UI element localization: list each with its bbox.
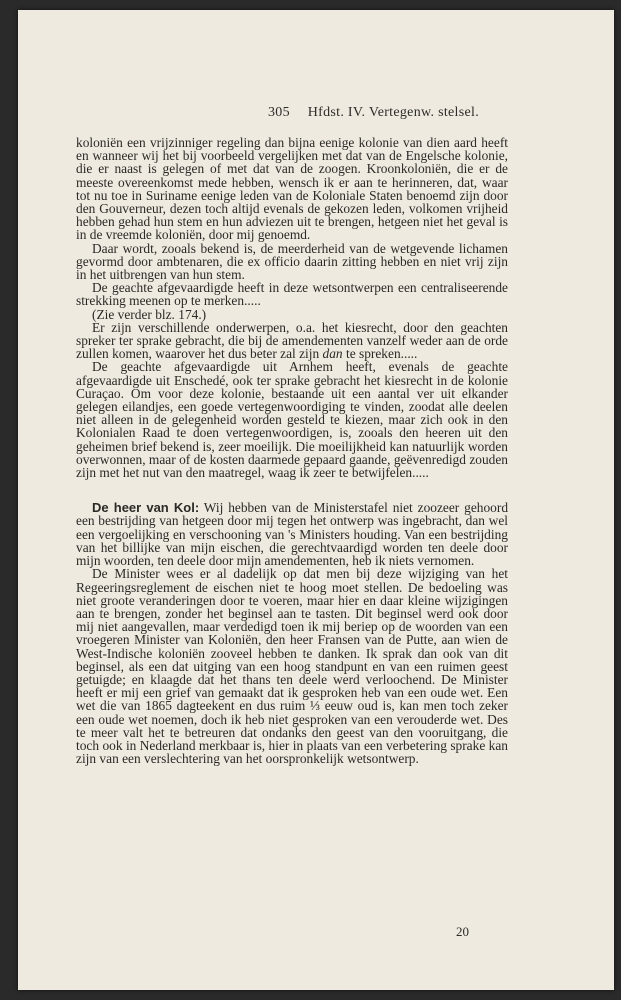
- paragraph-5: [76, 321, 508, 361]
- text-body: [76, 136, 508, 765]
- italic-dan: dan: [322, 346, 343, 362]
- paragraph-6: De geachte afgevaardigde uit Arnhem heeft, evenals de geachte afgevaardigde uit Enschedé, ook ter sprake gebracht het kiesrecht in de kolonie Curaçao. Om voor deze kolonie, bestaande uit een aantal ver uit elkander gelegen eilandjes, een goede vertegenwoordiging te vinden, zoodat alle deelen niet alleen in de gelegenheid worden gesteld te kiezen, maar zich ook in den Kolonialen Raad te doen vertegenwoordigen, is, zooals den heeren uit den geheimen brief bekend is, zeer moeilijk. Die moeilijkheid kan natuurlijk worden overwonnen, maar of de kosten daarmede gepaard gaande, geëvenredigd zouden zijn met het nut van den maatregel, waag ik zeer te betwijfelen.....: [76, 359, 508, 481]
- paragraph-7-text: Wij hebben van de Ministerstafel niet zoozeer gehoord een bestrijding van hetgeen door mij tegen het ontwerp was ingebracht, dan wel een vergoelijking en verschooning van 's Ministers houding. Van een bestrijding van het billijke van mijn eischen, die gerechtvaardigd worden ten deele door mijn woorden, ten deele door mijn amendementen, heb ik niets vernomen.: [76, 500, 509, 569]
- paragraph-7: [76, 501, 508, 567]
- paragraph-5-text: Er zijn verschillende onderwerpen, o.a. het kiesrecht, door den geachten spreker ter sprake gebracht, die bij de amendementen vanzelf weder aan de orde zullen komen, waarover het dus beter zal zijn: [76, 319, 508, 362]
- paragraph-2: Daar wordt, zooals bekend is, de meerderheid van de wetgevende lichamen gevormd door ambtenaren, die ex officio daarin zitting hebben en niet vrij zijn in het uitbrengen van hun stem.: [76, 240, 508, 283]
- section-gap: [76, 479, 508, 501]
- page-number: 305: [268, 105, 290, 120]
- speaker-name: De heer van Kol:: [92, 500, 200, 516]
- running-title: Hfdst. IV. Vertegenw. stelsel.: [307, 105, 479, 120]
- running-header: [268, 105, 528, 121]
- book-page: [18, 10, 614, 990]
- paragraph-1: koloniën een vrijzinniger regeling dan bijna eenige kolonie van dien aard heeft en wanneer wij het bij voorbeeld vergelijken met dat van de Engelsche kolonie, die er naast is gelegen of met dat van de zoogen. Kroonkoloniën, die er de meeste overeenkomst mede hebben, wensch ik er aan te herinneren, dat, waar tot nu toe in Suriname eenige leden van de Koloniale Staten benoemd zijn door den Gouverneur, dezen toch altijd evenals de gekozen leden, volkomen vrijheid hebben gehad hun stem en hun adviezen uit te brengen, hetgeen niet het geval is in de vreemde koloniën, door mij genoemd.: [76, 135, 508, 243]
- paragraph-4: (Zie verder blz. 174.): [92, 306, 207, 322]
- signature-mark: 20: [456, 924, 469, 939]
- paragraph-8: De Minister wees er al dadelijk op dat men bij deze wijziging van het Regeeringsreglement de eischen niet te hoog moet stellen. De bedoeling was niet groote veranderingen door te voeren, maar hier en daar kleine wijzigingen aan te brengen, zonder het beginsel aan te tasten. Dit beginsel werd ook door mij niet aangevallen, maar verdedigd toen ik mij beriep op de woorden van een vroegeren Minister van Koloniën, den heer Fransen van de Putte, aan wien de West-Indische koloniën zooveel hebben te danken. Ik sprak dan ook van dit beginsel, als een dat uitging van een hoog standpunt en van een ruimen geest getuigde; en klaagde dat het thans ten deele werd verloochend. De Minister heeft er mij een grief van gemaakt dat ik gesproken heb van een oude wet. Een wet die van 1865 dagteekent en dus ruim ⅓ eeuw oud is, kan men toch zeker een oude wet noemen, doch ik heb niet gesproken van een verouderde wet. Des te meer valt het te betreuren dat ondanks den geest van den vooruitgang, die toch ook in Nederland merkbaar is, hier in plaats van een verbetering sprake kan zijn van een verslechtering van het oorspronkelijk wetsontwerp.: [76, 566, 508, 767]
- paragraph-5-end: te spreken.....: [345, 346, 418, 362]
- paragraph-3: De geachte afgevaardigde heeft in deze wetsontwerpen een centraliseerende strekking meenen op te merken.....: [76, 280, 508, 309]
